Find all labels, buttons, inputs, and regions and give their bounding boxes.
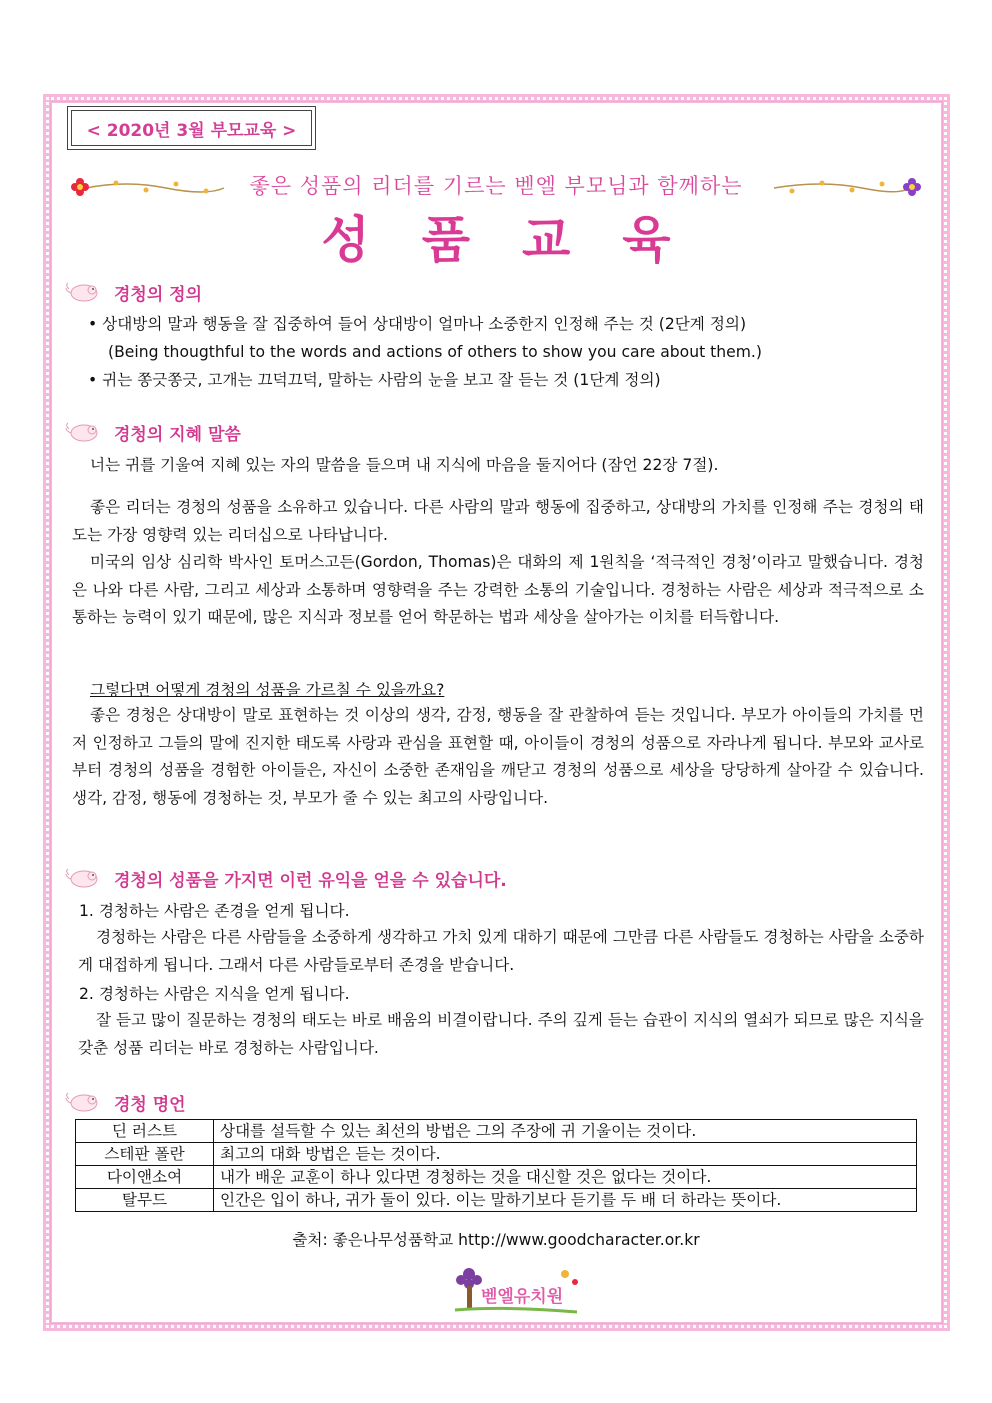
quote-author: 스테판 폴란: [76, 1143, 214, 1166]
quote-author: 다이앤소여: [76, 1166, 214, 1189]
date-badge-text: < 2020년 3월 부모교육 >: [86, 120, 297, 141]
section-heading-text: 경청 명언: [114, 1094, 186, 1115]
section-heading-text: 경청의 정의: [114, 284, 203, 305]
table-row: [76, 1120, 917, 1143]
quote-text: 최고의 대화 방법은 듣는 것이다.: [214, 1143, 917, 1166]
bird-icon: [64, 1090, 102, 1114]
table-row: [76, 1189, 917, 1212]
paragraph-teaching: 좋은 경청은 상대방이 말로 표현하는 것 이상의 생각, 감정, 행동을 잘 관찰하여 듣는 것입니다. 부모가 아이들의 가치를 먼저 인정하고 그들의 말에 진지한 태도록 사랑과 관심을 표현할 때, 아이들이 경청의 성품으로 자라나게 됩니다. 부모와 교사로부터 경청의 성품을 경험한 아이들은, 자신이 소중한 존재임을 깨닫고 경청의 성품으로 세상을 당당하게 살아갈 수 있습니다. 생각, 감정, 행동에 경청하는 것, 부모가 줄 수 있는 최고의 사랑입니다.: [72, 706, 924, 807]
bird-icon: [64, 280, 102, 304]
definition-bullet-1: • 상대방의 말과 행동을 잘 집중하여 들어 상대방이 얼마나 소중한지 인정해 주는 것 (2단계 정의): [88, 315, 747, 333]
section-heading-definition: [64, 277, 202, 307]
quote-author: 딘 러스트: [76, 1120, 214, 1143]
definition-bullet-2: • 귀는 쫑긋쫑긋, 고개는 끄덕끄덕, 말하는 사람의 눈을 보고 잘 듣는 것 (1단계 정의): [88, 371, 661, 389]
quote-text: 인간은 입이 하나, 귀가 둘이 있다. 이는 말하기보다 듣기를 두 배 더 하라는 뜻이다.: [214, 1189, 917, 1212]
definition-english: (Being thougthful to the words and actions of others to show you care about them.): [108, 343, 762, 361]
quote-author: 탈무드: [76, 1189, 214, 1212]
bird-icon: [64, 420, 102, 444]
section-heading-benefits: [64, 863, 507, 893]
quote-text: 내가 배운 교훈이 하나 있다면 경청하는 것을 대신할 것은 없다는 것이다.: [214, 1166, 917, 1189]
benefit-2-title: 2. 경청하는 사람은 지식을 얻게 됩니다.: [79, 985, 350, 1003]
date-badge-inner-border: [71, 110, 312, 146]
benefit-2-body: 잘 듣고 많이 질문하는 경청의 태도는 바로 배움의 비결이랍니다. 주의 깊게 듣는 습관이 지식의 열쇠가 되므로 많은 지식을 갖춘 성품 리더는 바로 경청하는 사람입니다.: [78, 1011, 924, 1057]
section-heading-quotes: [64, 1087, 186, 1117]
benefit-1-title: 1. 경청하는 사람은 존경을 얻게 됩니다.: [79, 902, 350, 920]
source-citation: 출처: 좋은나무성품학교 http://www.goodcharacter.or.kr: [292, 1231, 700, 1249]
paragraph-gordon: 미국의 임상 심리학 박사인 토머스고든(Gordon, Thomas)은 대화의 제 1원칙을 ‘적극적인 경청’이라고 말했습니다. 경청은 나와 다른 사람, 그리고 세상과 소통하며 영향력을 주는 강력한 소통의 기술입니다. 경청하는 사람은 세상과 적극적으로 소통하는 능력이 있기 때문에, 많은 지식과 정보를 얻어 학문하는 법과 세상을 살아가는 이치를 터득합니다.: [72, 553, 924, 626]
section-heading-text: 경청의 성품을 가지면 이런 유익을 얻을 수 있습니다.: [114, 870, 507, 891]
paragraph-leader: 좋은 리더는 경청의 성품을 소유하고 있습니다. 다른 사람의 말과 행동에 집중하고, 상대방의 가치를 인정해 주는 경청의 태도는 가장 영향력 있는 리더십으로 나타납니다.: [72, 498, 924, 544]
table-row: [76, 1143, 917, 1166]
date-badge: [67, 106, 316, 150]
quotes-table: [75, 1119, 917, 1212]
table-row: [76, 1166, 917, 1189]
question-line: 그렇다면 어떻게 경청의 성품을 가르칠 수 있을까요?: [90, 681, 445, 699]
section-heading-wisdom: [64, 417, 241, 447]
section-heading-text: 경청의 지혜 말씀: [114, 424, 241, 445]
kindergarten-logo: [447, 1262, 587, 1320]
bird-icon: [64, 866, 102, 890]
quote-text: 상대를 설득할 수 있는 최선의 방법은 그의 주장에 귀 기울이는 것이다.: [214, 1120, 917, 1143]
benefit-1-body: 경청하는 사람은 다른 사람들을 소중하게 생각하고 가치 있게 대하기 때문에 그만큼 다른 사람들도 경청하는 사람을 소중하게 대접하게 됩니다. 그래서 다른 사람들로부터 존경을 받습니다.: [78, 928, 924, 974]
subtitle: 좋은 성품의 리더를 기르는 벧엘 부모님과 함께하는: [249, 174, 743, 198]
bible-verse: 너는 귀를 기울여 지혜 있는 자의 말씀을 들으며 내 지식에 마음을 둘지어다 (잠언 22장 7절).: [90, 456, 719, 474]
logo-text: 벧엘유치원: [481, 1287, 564, 1307]
page-title: 성품교육: [321, 211, 723, 269]
